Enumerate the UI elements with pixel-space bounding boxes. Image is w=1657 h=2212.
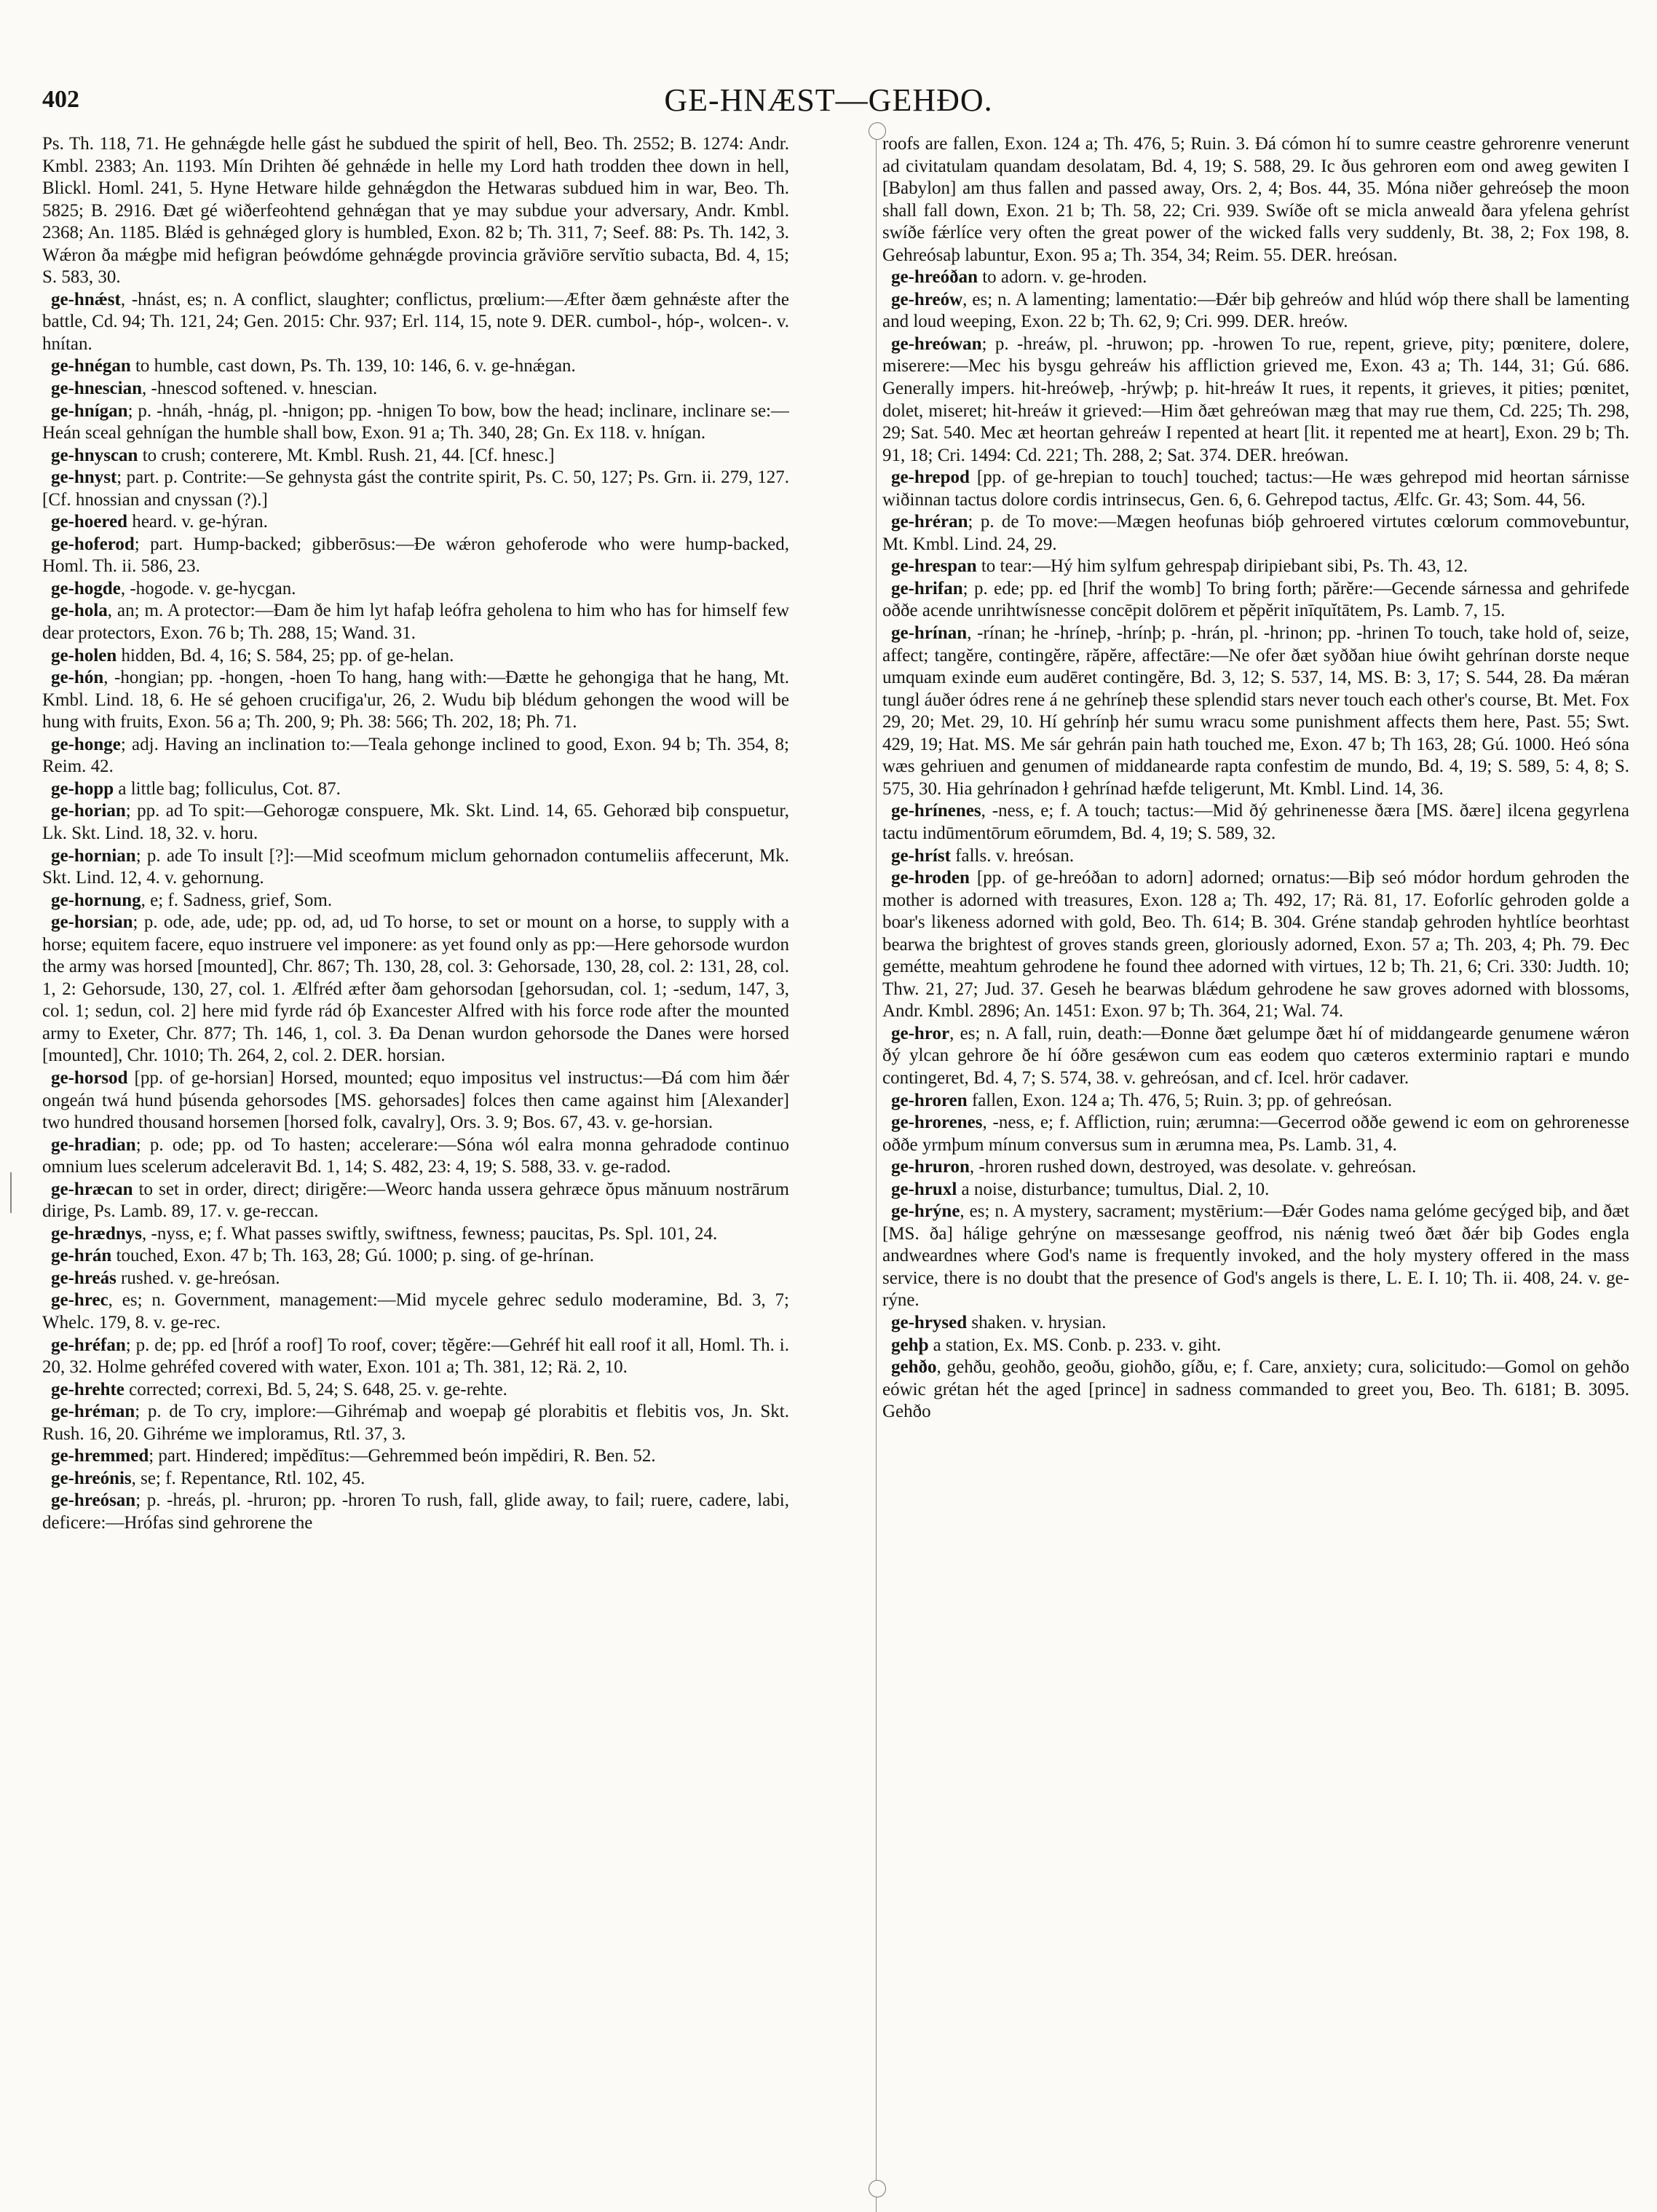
entry-text: to humble, cast down, Ps. Th. 139, 10: 146, 6. v. ge-hnǽgan. [130,356,576,376]
entry-text: ; p. de; pp. ed [hróf a roof] To roof, cover; tĕgĕre:—Gehréf hit eall roof it all, Homl. Th. i. 20, 32. Holme gehréfed covered with water, Exon. 101 a; Th. 381, 12; Rä. 2, 10. [42,1335,789,1378]
dictionary-entry [42,467,789,511]
entry-text: ; p. de To cry, implore:—Gihrémaþ and woepaþ gé plorabitis et flebitis vos, Jn. Skt. Rush. 16, 20. Gihréme we imploramus, Rtl. 37, 3. [42,1402,789,1444]
dictionary-entry [42,734,789,778]
margin-mark [10,1172,12,1213]
entry-text: , -nyss, e; f. What passes swiftly, swiftness, fewness; paucitas, Ps. Spl. 101, 24. [142,1223,718,1244]
page-number: 402 [42,86,79,113]
entry-text: , -hogode. v. ge-hycgan. [120,578,296,599]
entry-headword: ge-hnyst [51,467,117,488]
entry-headword: ge-hnígan [51,400,128,421]
entry-headword: ge-hremmed [51,1446,149,1466]
entry-headword: ge-hola [51,601,108,621]
dictionary-entry [882,467,1629,511]
dictionary-entry [42,378,789,400]
entry-headword: ge-hornung [51,890,141,910]
entry-headword: ge-hrifan [891,578,963,599]
entry-text: , e; f. Sadness, grief, Som. [141,890,333,910]
page-header [0,82,1657,125]
entry-text: ; p. -hnáh, -hnág, pl. -hnigon; pp. -hnigen To bow, bow the head; inclinare, inclinare se:—Heán sceal gehnígan the humble shall bow, Exon. 91 a; Th. 340, 28; Gn. Ex 118. v. hnígan. [42,400,789,443]
dictionary-entry [42,1401,789,1445]
dictionary-entry [42,355,789,378]
entry-text: ; p. -hreáw, pl. -hruwon; pp. -hrowen To rue, repent, grieve, pity; pœnitere, dolere, miserere:—Mec his bysgu gehreáw his affliction grieved me, Exon. 43 a; Th. 144, 31; Gú. 686. Generally impers. hit-hreóweþ, -hrýwþ; p. hit-hreáw It rues, it repents, it grieves, it pities; pœnitet, dolet, miseret; hit-hreáw it grieved:—Him ðæt gehreówan mæg that may rue them, Cd. 225; Th. 298, 29; Sat. 540. Mec æt heortan gehreáw I repented at heart [lit. it repented me at heart], Exon. 29 b; Th. 91, 18; Cri. 1494: Cd. 221; Th. 288, 2; Sat. 374. DER. hreówan. [882,333,1629,465]
entry-headword: ge-hnescian [51,379,142,399]
entry-headword: ge-hnǽst [51,289,121,309]
dictionary-entry [42,1268,789,1290]
entry-text: to set in order, direct; dirigĕre:—Weorc handa ussera gehræce ŏpus mănuum nostrārum dirige, Ps. Lamb. 89, 17. v. ge-reccan. [42,1179,789,1222]
entry-text: , gehðu, geohðo, geoðu, giohðo, gíðu, e; f. Care, anxiety; cura, solicitudo:—Gomol on gehðo eówic grétan hét the aged [prince] in sadness commanded to greet you, Beo. Th. 6181; B. 3095. Gehðo [882,1357,1629,1422]
entry-headword: ge-hreówan [891,333,982,354]
entry-headword: ge-hnégan [51,356,131,376]
entry-headword: ge-hroden [891,868,970,888]
entry-headword: ge-hogde [51,578,121,599]
entry-text: corrected; correxi, Bd. 5, 24; S. 648, 25. v. ge-rehte. [124,1379,507,1399]
entry-headword: gehþ [891,1335,929,1355]
entry-text: ; p. ode, ade, ude; pp. od, ad, ud To horse, to set or mount on a horse, to supply with a horse; equitem facere, equo instruere vel imponere: as yet found only as pp:—Here gehorsode wurdon the army was horsed [mounted], Chr. 867; Th. 130, 28, col. 3: Gehorsade, 130, 28, col. 2: 131, 28, col. 1, 2: Gehorsude, 130, 27, col. 1. Ælfréd æfter ðam gehorsodan [gehorsudan, col. 1; -sedum, 147, 3, col. 1; sedun, col. 2] here mid fyrde rád óþ Exancester Alfred with his force rode after the mounted army to Exeter, Chr. 877; Th. 146, 1, col. 3. Ða Denan wurdon gehorsode the Danes were horsed [mounted], Chr. 1010; Th. 264, 2, col. 2. DER. horsian. [42,912,789,1066]
dictionary-entry [42,600,789,644]
entry-text: , an; m. A protector:—Ðam ðe him lyt hafaþ leófra geholena to him who has for himself few dear protectors, Exon. 76 b; Th. 288, 15; Wand. 31. [42,601,789,644]
entry-text: , es; n. A lamenting; lamentatio:—Ðǽr biþ gehreów and hlúd wóp there shall be lamenting and loud weeping, Exon. 22 b; Th. 62, 9; Cri. 999. DER. hreów. [882,289,1629,332]
entry-text: , es; n. A fall, ruin, death:—Ðonne ðæt gelumpe ðæt hí of middangearde genumene wǽron ðý ylcan gehrore ðe hí óðre gesǽwon cum eas eodem quo cæteros exterminio raptari e mundo contingeret, Bd. 4, 7; S. 574, 38. v. gehreósan, and cf. Icel. hrör cadaver. [882,1023,1629,1088]
dictionary-entry [882,623,1629,800]
entry-text: , -hnescod softened. v. hnescian. [142,379,378,399]
entry-text: , se; f. Repentance, Rtl. 102, 45. [131,1468,365,1488]
entry-headword: ge-hnyscan [51,445,138,465]
entry-text: , -ness, e; f. A touch; tactus:—Mid ðý gehrinenesse ðæra [MS. ðære] ilcena gegyrlena tactu indūmentōrum eōrumdem, Bd. 4, 19; S. 589, 32. [882,801,1629,843]
entry-text: ; part. Hump-backed; gibberōsus:—Ðe wǽron gehoferode who were hump-backed, Homl. Th. ii. 586, 23. [42,534,789,577]
entry-headword: ge-horian [51,801,126,821]
entry-text: ; p. -hreás, pl. -hruron; pp. -hroren To rush, fall, glide away, to fail; ruere, cadere, labi, deficere:—Hrófas sind gehrorene the [42,1490,789,1533]
dictionary-entry [882,1335,1629,1357]
entry-headword: ge-hrínan [891,623,968,644]
dictionary-entry [882,511,1629,556]
entry-text: , -rínan; he -hríneþ, -hrínþ; p. -hrán, pl. -hrinon; pp. -hrinen To touch, take hold of, seize, affect; tangĕre, contingĕre, răpĕre, affectāre:—Ne ofer ðæt syððan hiue ówiht gehrínan dorste neque umquam exinde eum audēret contingĕre, Bd. 3, 12; S. 537, 14, MS. B: 3, 17; S. 544, 28. Ða mǽran tungl áuðer ódres rene á ne gehríneþ these splendid stars never touch each other's course, Bt. Met. Fox 29, 20; Met. 29, 10. Hí gehrínþ hér sumu wracu some punishment affects them here, Past. 55; Swt. 429, 19; Hat. MS. Me sár gehrán pain hath touched me, Exon. 47 b; Th 163, 28; Gú. 1000. Heó sóna wæs gehriuen and genumen of middanearde rapta confestim de mundo, Bd. 4, 19; S. 589, 5: 4, 8; S. 575, 30. Hia gehrínadon ł gehrínad hæfde teligerunt, Mt. Kmbl. Lind. 14, 36. [882,623,1629,799]
entry-text: [pp. of ge-hreóðan to adorn] adorned; ornatus:—Biþ seó módor hordum gehroden the mother is adorned with treasures, Exon. 128 a; Th. 492, 17; Rä. 81, 17. Eoforlíc gehroden golde a boar's likeness adorned with gold, Beo. Th. 614; B. 304. Gréne standaþ gehroden hyhtlíce beorhtast bearwa the brightest of groves stands green, gloriously adorned, Exon. 57 a; Th. 203, 4; Ph. 79. Ðec gemétte, meahtum gehrodene he found thee adorned with virtues, 12 b; Th. 21, 6; Cri. 330: Judth. 10; Thw. 21, 27; Jud. 37. Geseh he bearwas blǽdum gehrodene he saw groves adorned with blossoms, Andr. Kmbl. 2896; An. 1451: Exon. 97 b; Th. 364, 21; Wal. 74. [882,868,1629,1022]
entry-text: , es; n. A mystery, sacrament; mystērium:—Ðǽr Godes nama gelóme gecýged biþ, and ðæt [MS. ða] hálige gehrýne on mæssesange geoffrod, nis nǽnig tweó ðæt ðǽr biþ Godes engla andweardnes where God's name is frequently invoked, and the holy mystery offered in the mass service, there is no doubt that the presence of God's angels is there, L. E. I. 10; Th. ii. 408, 24. v. ge-rýne. [882,1201,1629,1311]
entry-text: [pp. of ge-hrepian to touch] touched; tactus:—He wæs gehrepod mid heortan sárnisse wiðinnan tactus dolore cordis intrinsecus, Gen. 6, 6. Gehrepod tactus, Ælfc. Gr. 43; Som. 44, 56. [882,467,1629,510]
entry-headword: ge-hreów [891,289,963,309]
dictionary-entry [42,800,789,845]
entry-text: a noise, disturbance; tumultus, Dial. 2, 10. [957,1179,1270,1199]
entry-text: ; part. p. Contrite:—Se gehnysta gást the contrite spirit, Ps. C. 50, 127; Ps. Grn. ii. 279, 127. [Cf. hnossian and cnyssan (?).] [42,467,789,510]
entry-headword: ge-hroren [891,1090,968,1110]
entry-headword: ge-hruron [891,1157,970,1177]
entry-headword: ge-hón [51,668,104,688]
entry-text: , -ness, e; f. Affliction, ruin; ærumna:—Gecerrod oððe gewend ic eom on gehrorenesse oððe yrmþum mínum conversus sum in ærumna mea, Ps. Lamb. 31, 4. [882,1113,1629,1155]
dictionary-entry [42,289,789,356]
entry-text: falls. v. hreósan. [950,845,1075,866]
entry-headword: ge-holen [51,645,117,665]
entry-headword: ge-hrán [51,1246,112,1266]
entry-text: ; p. ode; pp. od To hasten; accelerare:—Sóna wól ealra monna gehradode continuo omnium lues scelerum adceleravit Bd. 1, 14; S. 482, 23: 4, 19; S. 588, 33. v. ge-radod. [42,1134,789,1177]
entry-text: to adorn. v. ge-hroden. [977,267,1147,288]
entry-headword: gehðo [891,1357,937,1378]
dictionary-entry [42,645,789,668]
dictionary-entry [42,1445,789,1468]
dictionary-entry [882,845,1629,868]
entry-text: shaken. v. hrysian. [967,1312,1107,1332]
dictionary-entry [882,1023,1629,1090]
entry-headword: ge-hrespan [891,556,977,577]
running-head: GE-HNÆST—GEHÐO. [664,82,993,118]
entry-text: a station, Ex. MS. Conb. p. 233. v. giht. [928,1335,1222,1355]
dictionary-entry [42,1134,789,1179]
entry-headword: ge-hréran [891,512,968,532]
entry-headword: ge-hornian [51,845,136,866]
entry-headword: ge-hreóðan [891,267,978,288]
dictionary-entry [42,1179,789,1223]
entry-headword: ge-honge [51,734,121,754]
dictionary-entry [42,511,789,534]
entry-headword: ge-hrædnys [51,1223,143,1244]
dictionary-entry [882,556,1629,578]
dictionary-entry [42,1245,789,1268]
entry-text: a little bag; folliculus, Cot. 87. [114,778,341,799]
dictionary-entry [42,1468,789,1490]
dictionary-entry [882,289,1629,333]
entry-headword: ge-horsod [51,1067,128,1088]
entry-headword: ge-hoered [51,512,128,532]
dictionary-entry [42,1067,789,1134]
entry-text: ; pp. ad To spit:—Gehorogæ conspuere, Mk. Skt. Lind. 14, 65. Gehoræd biþ conspuetur, Lk. Skt. Lind. 18, 32. v. horu. [42,801,789,843]
entry-text: [pp. of ge-horsian] Horsed, mounted; equo impositus vel instructus:—Ðá com him ðǽr ongeán twá hund þúsenda gehorsodes [MS. gehorsades] folces then came against him [Alexander] two hundred thousand horsemen [horsed folk, cavalry], Ors. 3. 9; Bos. 67, 43. v. ge-horsian. [42,1067,789,1133]
entry-headword: ge-hrehte [51,1379,124,1399]
dictionary-entry [882,1312,1629,1335]
entry-text: hidden, Bd. 4, 16; S. 584, 25; pp. of ge-helan. [116,645,454,665]
entry-text: roofs are fallen, Exon. 124 a; Th. 476, 5; Ruin. 3. Ðá cómon hí to sumre ceastre gehrorenre venerunt ad civitatulam quandam desolatam, Bd. 4, 19; S. 588, 29. Ic ðus gehroren eom ond aweg gewiten I [Babylon] am thus fallen and passed away, Ors. 2, 4; Bos. 44, 35. Móna niðer gehreóseþ the moon shall fall down, Exon. 21 b; Th. 58, 22; Cri. 939. Swíðe oft se micla anweald ðara yfelena gehríst swíðe fǽrlíce very often the great power of the wicked falls very suddenly, Bt. 38, 2; Fox 198, 8. Gehreósaþ labuntur, Exon. 95 a; Th. 354, 34; Reim. 55. DER. hreósan. [882,134,1629,265]
dictionary-entry [42,445,789,467]
entry-headword: ge-hríst [891,845,951,866]
dictionary-entry [882,266,1629,289]
dictionary-entry [42,400,789,445]
entry-text: ; p. ede; pp. ed [hrif the womb] To bring forth; părĕre:—Gecende sárnessa and gehrifede oððe acende unrihtwísnesse concēpit dolōrem et pĕpĕrit inīquĭtātem, Ps. Lamb. 7, 15. [882,578,1629,621]
dictionary-entry [42,845,789,890]
dictionary-entry [882,1156,1629,1179]
dictionary-entry [42,1335,789,1379]
entry-headword: ge-hreás [51,1268,116,1288]
entry-headword: ge-hradian [51,1134,136,1155]
entry-continuation [882,133,1629,266]
entry-text: Ps. Th. 118, 71. He gehnǽgde helle gást he subdued the spirit of hell, Beo. Th. 2552; B. 1274: Andr. Kmbl. 2383; An. 1193. Mín Drihten ðé gehnǽde in helle my Lord hath trodden thee down in hell, Blickl. Homl. 241, 5. Hyne Hetware hilde gehnǽgdon the Hetwaras subdued him in war, Beo. Th. 5825; B. 2916. Ðæt gé wiðerfeohtend gehnǽgan that ye may subdue your adversary, Andr. Kmbl. 2368; An. 1185. Blǽd is gehnǽged glory is humbled, Exon. 82 b; Th. 311, 7; Seef. 88: Ps. Th. 142, 3. Wǽron ða mǽgþe mid hefigran þeówdóme gehnǽgde provincia grăviōre servĭtio subacta, Bd. 4, 15; S. 583, 30. [42,134,789,288]
entry-text: ; p. de To move:—Mægen heofunas bióþ gehroered virtutes cœlorum commovebuntur, Mt. Kmbl. Lind. 24, 29. [882,512,1629,554]
dictionary-entry [882,333,1629,467]
entry-text: heard. v. ge-hýran. [127,512,268,532]
entry-headword: ge-hrepod [891,467,970,488]
entry-headword: ge-hréfan [51,1335,126,1355]
entry-text: , es; n. Government, management:—Mid mycele gehrec sedulo moderamine, Bd. 3, 7; Whelc. 179, 8. v. ge-rec. [42,1290,789,1332]
entry-text: ; p. ade To insult [?]:—Mid sceofmum miclum gehornadon contumeliis affecerunt, Mk. Skt. Lind. 12, 4. v. gehornung. [42,845,789,888]
dictionary-entry [42,1289,789,1334]
entry-headword: ge-hror [891,1023,950,1043]
dictionary-entry [882,1179,1629,1201]
entry-text: , -hongian; pp. -hongen, -hoen To hang, hang with:—Ðætte he gehongiga that he hang, Mt. Kmbl. Lind. 18, 6. He sé gehoen crucifiga'ur, 26, 2. Wudu biþ blédum gehongen the wood will be hung with fruits, Exon. 56 a; Th. 200, 9; Ph. 38: 566; Th. 202, 18; Ph. 71. [42,668,789,732]
entry-headword: ge-hrorenes [891,1113,983,1133]
entry-text: ; part. Hindered; impĕdītus:—Gehremmed beón impĕdiri, R. Ben. 52. [149,1446,656,1466]
dictionary-entry [42,534,789,578]
left-column [42,133,789,2165]
dictionary-entry [882,1112,1629,1156]
column-ornament-bottom-icon [869,2180,886,2197]
dictionary-entry [882,1090,1629,1113]
entry-text: ; adj. Having an inclination to:—Teala gehonge inclined to good, Exon. 94 b; Th. 354, 8; Reim. 42. [42,734,789,777]
entry-headword: ge-hrýne [891,1201,960,1222]
dictionary-entry [42,912,789,1067]
dictionary-entry [42,1490,789,1534]
entry-text: rushed. v. ge-hreósan. [116,1268,280,1288]
dictionary-entry [882,578,1629,623]
dictionary-entry [882,800,1629,845]
dictionary-entry [42,578,789,601]
entry-continuation [42,133,789,289]
dictionary-entry [42,890,789,912]
dictionary-entry [42,667,789,734]
dictionary-entry [42,778,789,801]
entry-text: , -hnást, es; n. A conflict, slaughter; conflictus, prœlium:—Æfter ðæm gehnǽste after the battle, Cd. 94; Th. 121, 24; Gen. 2015: Chr. 937; Erl. 114, 15, note 9. DER. cumbol-, hóp-, wolcen-. v. hnítan. [42,289,789,354]
entry-headword: ge-horsian [51,912,133,933]
entry-text: to tear:—Hý him sylfum gehrespaþ diripiebant sibi, Ps. Th. 43, 12. [976,556,1468,577]
dictionary-entry [42,1379,789,1402]
dictionary-entry [882,1201,1629,1312]
entry-headword: ge-hrínenes [891,801,981,821]
dictionary-entry [882,1356,1629,1423]
entry-text: touched, Exon. 47 b; Th. 163, 28; Gú. 1000; p. sing. of ge-hrínan. [111,1246,594,1266]
entry-text: , -hroren rushed down, destroyed, was desolate. v. gehreósan. [969,1157,1417,1177]
entry-headword: ge-hoferod [51,534,135,554]
entry-headword: ge-hræcan [51,1179,133,1199]
entry-headword: ge-hreósan [51,1490,136,1511]
entry-headword: ge-hréman [51,1402,135,1422]
right-column [882,133,1629,2165]
entry-headword: ge-hreónis [51,1468,132,1488]
entry-headword: ge-hruxl [891,1179,957,1199]
dictionary-entry [42,1223,789,1246]
entry-headword: ge-hrec [51,1290,108,1311]
entry-text: to crush; conterere, Mt. Kmbl. Rush. 21, 44. [Cf. hnesc.] [138,445,555,465]
entry-headword: ge-hopp [51,778,114,799]
entry-text: fallen, Exon. 124 a; Th. 476, 5; Ruin. 3; pp. of gehreósan. [967,1090,1393,1110]
dictionary-entry [882,867,1629,1023]
column-divider [876,130,877,2212]
entry-headword: ge-hrysed [891,1312,968,1332]
